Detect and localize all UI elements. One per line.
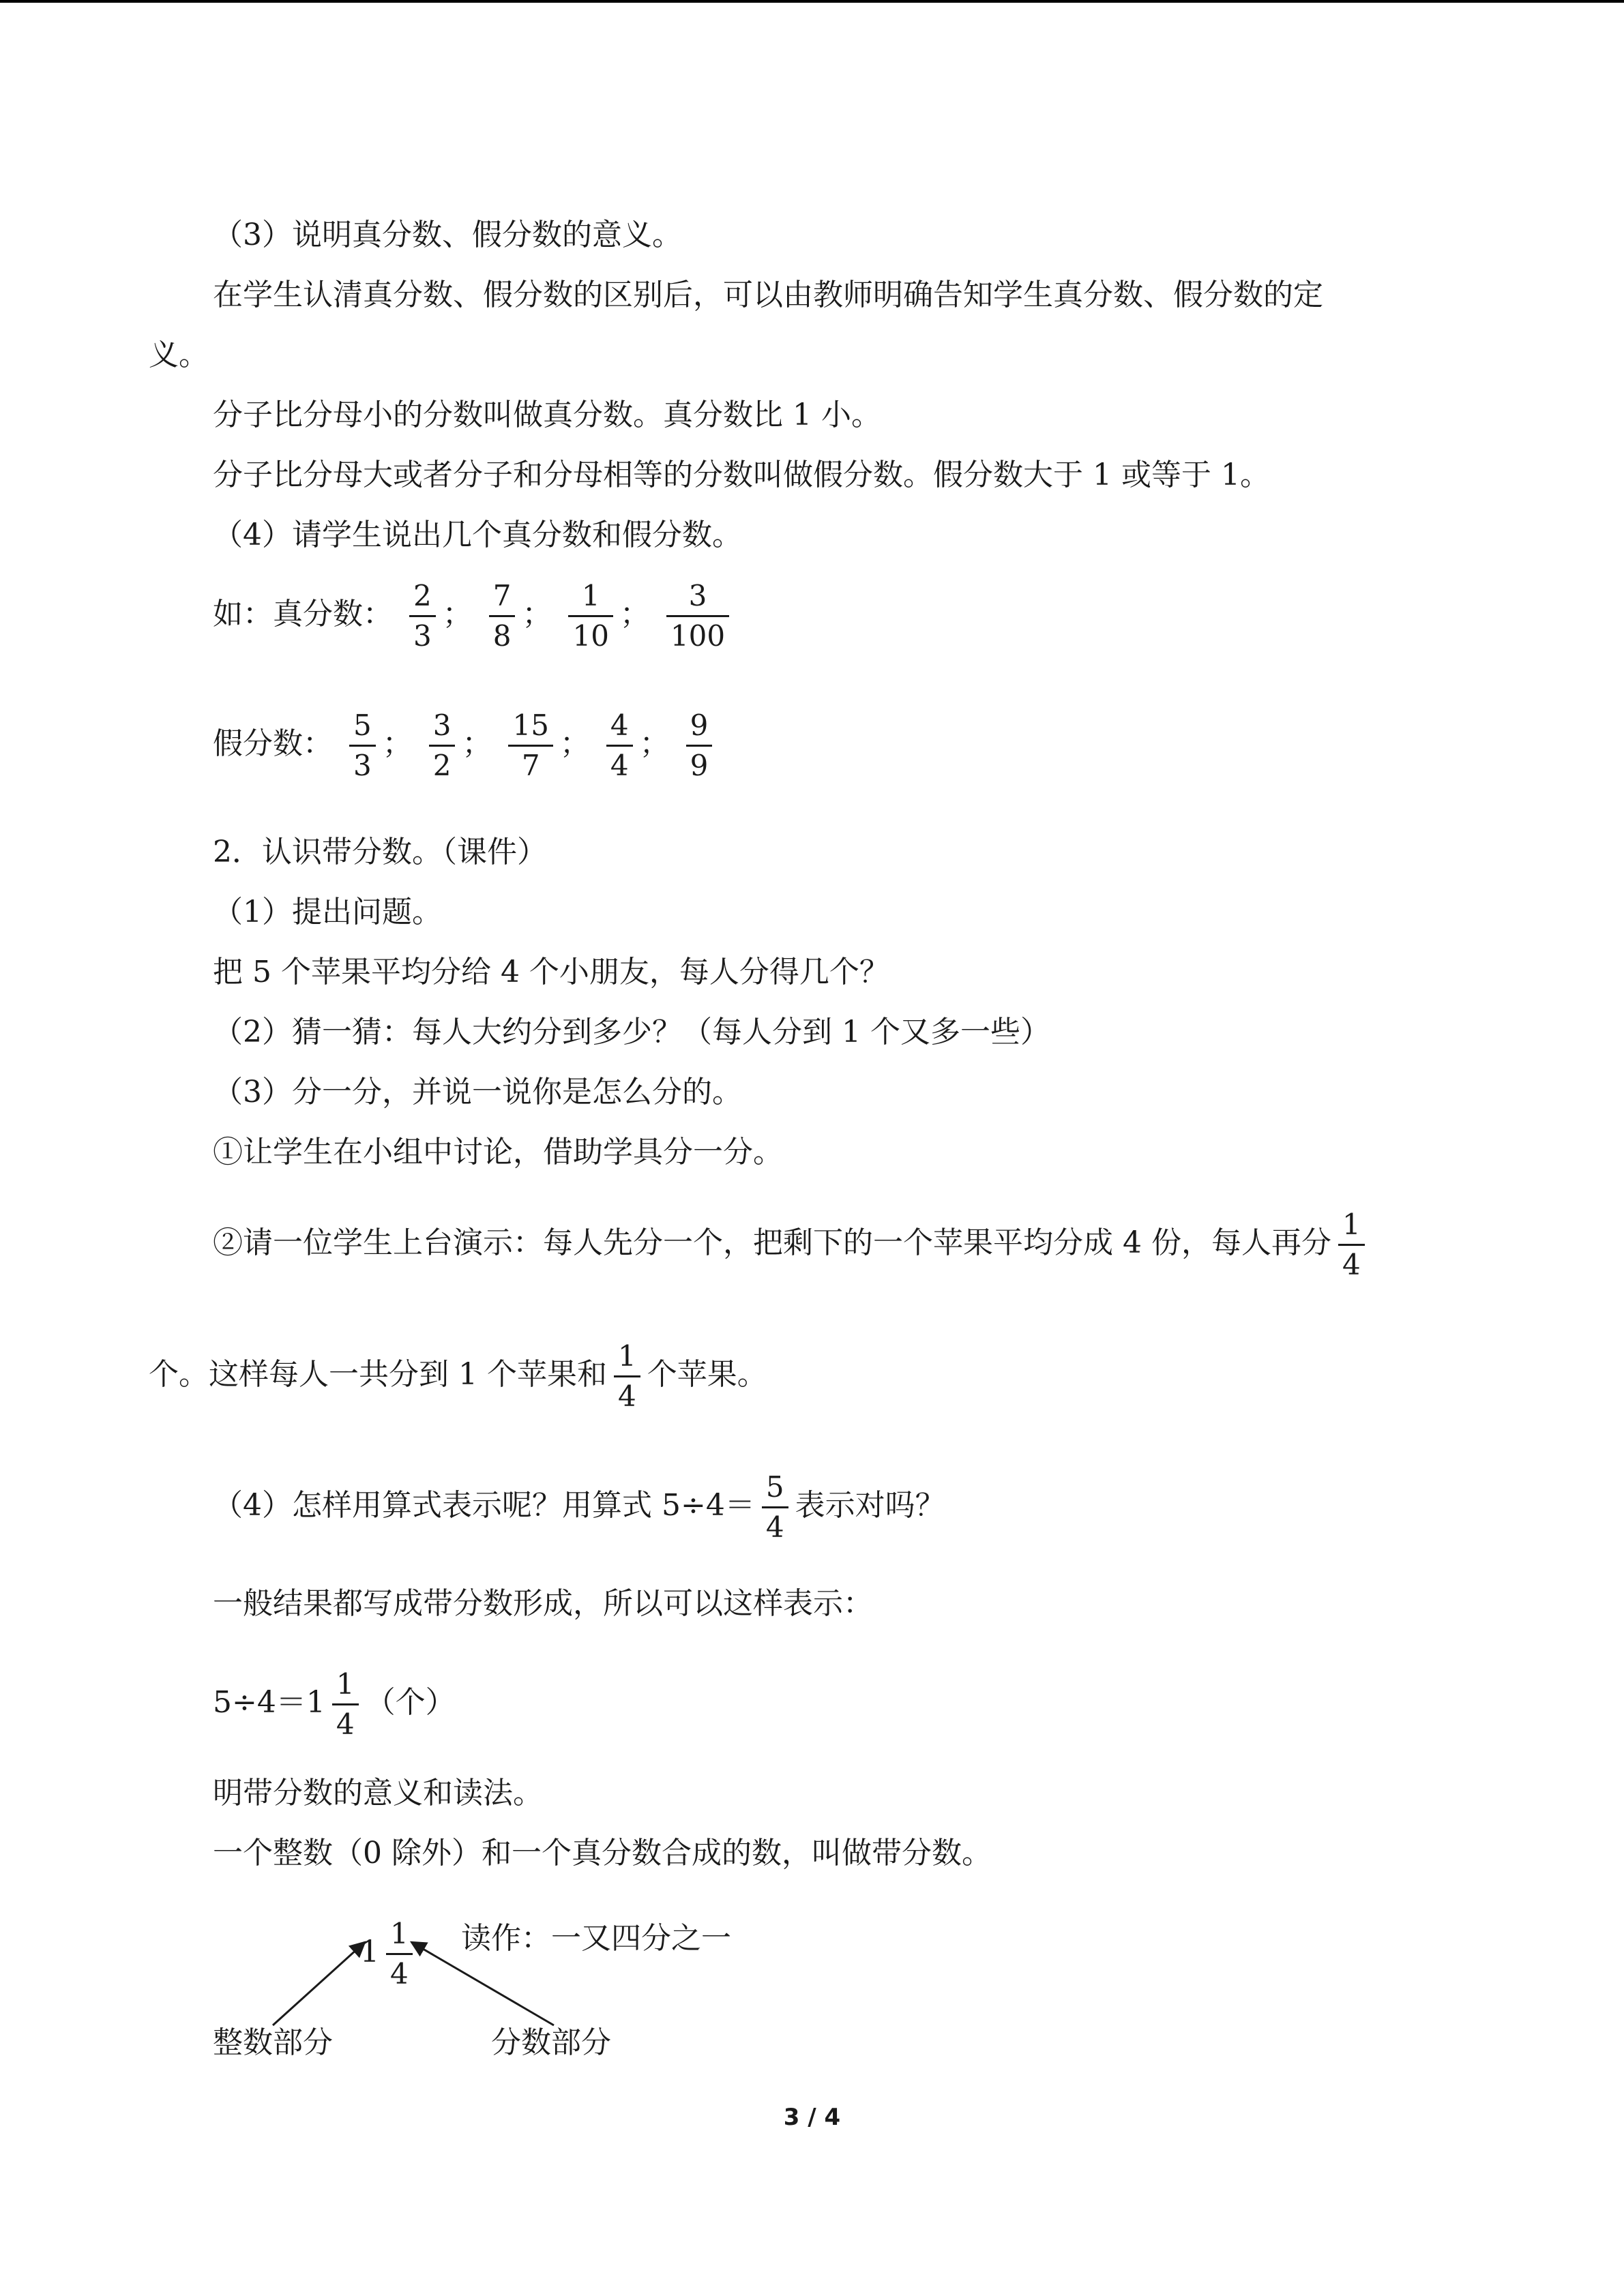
activity-2-text: ②请一位学生上台演示：每人先分一个，把剩下的一个苹果平均分成 4 份，每人再分 [213, 1225, 1331, 1260]
numerator: 1 [390, 1917, 409, 1950]
question: 把 5 个苹果平均分给 4 个小朋友，每人分得几个？ [213, 955, 889, 989]
numerator: 1 [581, 579, 600, 612]
label-fraction-part: 分数部分 [491, 2025, 611, 2060]
numerator: 1 [1342, 1208, 1361, 1241]
reading: 读作：一又四分之一 [461, 1921, 731, 1956]
definition-proper: 分子比分母小的分数叫做真分数。真分数比 1 小。 [213, 398, 881, 432]
activity-2-cont-pre: 个。这样每人一共分到 1 个苹果和 [149, 1357, 607, 1392]
step-2: （2）猜一猜：每人大约分到多少？（每人分到 1 个又多一些） [213, 1015, 1050, 1049]
denominator: 3 [413, 619, 432, 653]
heading-4: （4）请学生说出几个真分数和假分数。 [213, 518, 742, 552]
label-whole-part: 整数部分 [213, 2025, 333, 2060]
separator: ； [522, 597, 552, 631]
numerator: 5 [353, 709, 372, 742]
paragraph-intro: 在学生认清真分数、假分数的区别后，可以由教师明确告知学生真分数、假分数的定 [213, 278, 1323, 312]
improper-label: 假分数： [213, 726, 333, 761]
step-3: （3）分一分，并说一说你是怎么分的。 [213, 1075, 742, 1109]
paragraph-intro-cont: 义。 [149, 338, 209, 372]
denominator: 4 [336, 1708, 355, 1741]
separator: ； [462, 726, 492, 761]
numerator: 9 [690, 709, 709, 742]
separator: ； [382, 726, 413, 761]
denominator: 2 [432, 749, 452, 782]
mixed-whole: 1 [360, 1935, 379, 1969]
activity-1: ①让学生在小组中讨论，借助学具分一分。 [213, 1135, 783, 1169]
result-note: 一般结果都写成带分数形成，所以可以这样表示： [213, 1586, 873, 1621]
denominator: 10 [572, 619, 609, 653]
numerator: 4 [610, 709, 629, 742]
denominator: 9 [690, 749, 709, 782]
denominator: 8 [492, 619, 512, 653]
separator: ； [619, 597, 650, 631]
denominator: 4 [617, 1380, 636, 1413]
denominator: 4 [1342, 1248, 1361, 1281]
numerator: 5 [765, 1470, 784, 1504]
page-number: 3 / 4 [783, 2104, 841, 2131]
mixed-definition: 一个整数（0 除外）和一个真分数合成的数，叫做带分数。 [213, 1836, 992, 1870]
denominator: 3 [353, 749, 372, 782]
equation-pre: 5÷4＝1 [213, 1685, 325, 1720]
proper-label: 如：真分数： [213, 597, 393, 631]
definition-improper: 分子比分母大或者分子和分母相等的分数叫做假分数。假分数大于 1 或等于 1。 [213, 458, 1270, 492]
arrow-whole [273, 1942, 365, 2025]
separator: ； [442, 597, 473, 631]
heading-2: 2．认识带分数。（课件） [213, 835, 547, 869]
step-4-pre: （4）怎样用算式表示呢？用算式 5÷4＝ [213, 1488, 755, 1523]
denominator: 7 [521, 749, 540, 782]
numerator: 3 [432, 709, 452, 742]
equation-post: （个） [365, 1685, 456, 1720]
numerator: 2 [413, 579, 432, 612]
numerator: 3 [688, 579, 707, 612]
numerator: 15 [512, 709, 549, 742]
numerator: 1 [617, 1339, 636, 1373]
numerator: 1 [336, 1667, 355, 1701]
denominator: 4 [390, 1957, 409, 1991]
mixed-meaning: 明带分数的意义和读法。 [213, 1776, 543, 1810]
step-1: （1）提出问题。 [213, 895, 442, 929]
activity-2-cont-post: 个苹果。 [647, 1357, 767, 1392]
denominator: 100 [670, 619, 726, 653]
step-4-post: 表示对吗？ [795, 1488, 945, 1523]
arrow-fraction [411, 1942, 554, 2025]
heading-3: （3）说明真分数、假分数的意义。 [213, 218, 682, 252]
denominator: 4 [765, 1510, 784, 1544]
denominator: 4 [610, 749, 629, 782]
separator: ； [639, 726, 670, 761]
numerator: 7 [492, 579, 512, 612]
separator: ； [559, 726, 590, 761]
